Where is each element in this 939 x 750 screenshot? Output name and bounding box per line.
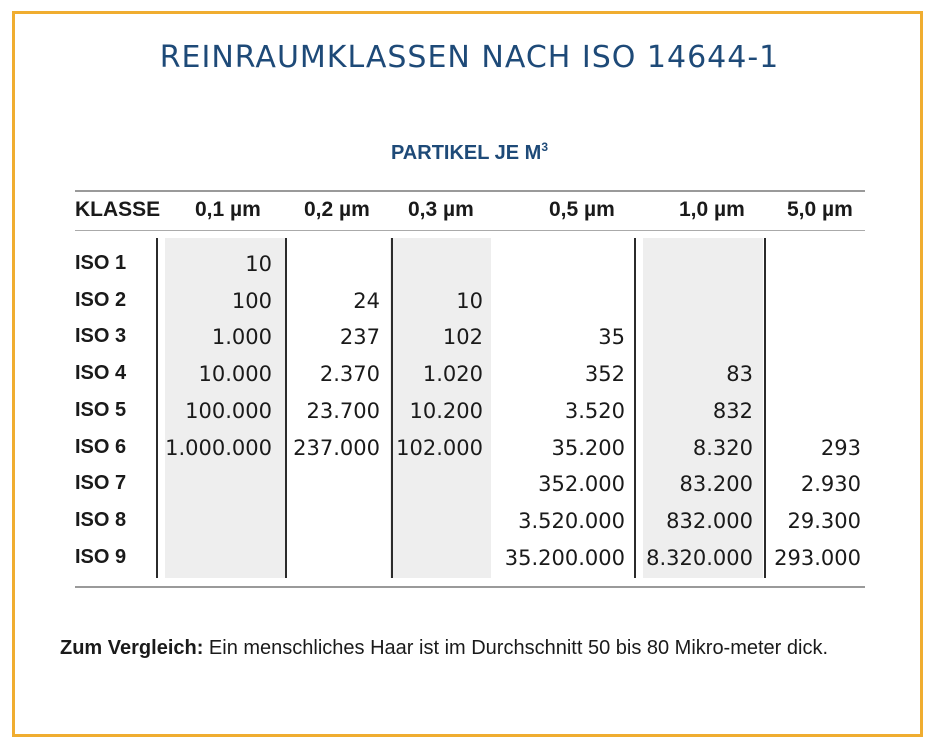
- row-label: ISO 1: [75, 252, 127, 274]
- row-label: ISO 4: [75, 362, 127, 385]
- table-cell: 100.000: [185, 398, 272, 423]
- table-cell: 3.520: [564, 398, 625, 423]
- row-label: ISO 3: [75, 325, 127, 348]
- cleanroom-class-table: [75, 190, 865, 588]
- table-cell: 1.000.000: [165, 435, 272, 460]
- table-cell: 352.000: [538, 472, 625, 497]
- table-cell: 352: [584, 362, 625, 387]
- table-cell: 35: [598, 325, 625, 350]
- table-cell: 35.200: [551, 435, 625, 460]
- column-header: 0,5 µm: [549, 198, 615, 221]
- column-header: 5,0 µm: [787, 198, 853, 221]
- table-cell: 10: [456, 288, 483, 313]
- row-label: ISO 5: [75, 398, 127, 421]
- table-cell: 2.930: [800, 472, 861, 497]
- table-cell: 102: [442, 325, 483, 350]
- table-cell: 29.300: [787, 508, 861, 533]
- table-cell: 8.320.000: [646, 545, 753, 570]
- table-cell: 2.370: [319, 362, 380, 387]
- table-cell: 10.000: [198, 362, 272, 387]
- column-header: 0,1 µm: [195, 198, 261, 221]
- subtitle-text: PARTIKEL JE M: [390, 142, 542, 164]
- table-cell: 3.520.000: [518, 508, 625, 533]
- column-header: 0,3 µm: [408, 198, 474, 221]
- table-cell: 83: [726, 362, 753, 387]
- note-label: Zum Vergleich:: [60, 637, 204, 659]
- table-cell: 35.200.000: [504, 545, 625, 570]
- column-divider-3: [391, 238, 393, 578]
- table-cell: 293.000: [774, 545, 861, 570]
- table-cell: 237: [339, 325, 380, 350]
- subtitle-superscript: 3: [541, 140, 549, 154]
- table-cell: 10: [245, 252, 272, 276]
- header-rule: [75, 230, 865, 231]
- table-cell: 100: [231, 288, 272, 313]
- table-cell: 1.020: [422, 362, 483, 387]
- column-divider-4: [634, 238, 636, 578]
- table-cell: 24: [353, 288, 380, 313]
- column-divider-5: [764, 238, 766, 578]
- table-cell: 1.000: [211, 325, 272, 350]
- column-header: 1,0 µm: [679, 198, 745, 221]
- row-label: ISO 6: [75, 435, 127, 458]
- row-label: ISO 9: [75, 545, 127, 568]
- row-label: ISO 7: [75, 472, 127, 495]
- table-bottom-rule: [75, 586, 865, 588]
- table-cell: 23.700: [306, 398, 380, 423]
- column-header: 0,2 µm: [304, 198, 370, 221]
- table-subtitle: [0, 140, 939, 165]
- table-cell: 832: [712, 398, 753, 423]
- page-title: REINRAUMKLASSEN NACH ISO 14644-1: [159, 40, 780, 75]
- column-header-klasse: KLASSE: [75, 198, 161, 221]
- table-cell: 293: [820, 435, 861, 460]
- table-cell: 102.000: [396, 435, 483, 460]
- note-text: Ein menschliches Haar ist im Durchschnitt 50 bis 80 Mikro-meter dick.: [203, 637, 829, 659]
- table-top-rule: [75, 190, 865, 192]
- table-cell: 10.200: [409, 398, 483, 423]
- table-cell: 832.000: [666, 508, 753, 533]
- comparison-note: [60, 630, 880, 667]
- row-label: ISO 8: [75, 508, 127, 531]
- column-divider-1: [156, 238, 158, 578]
- column-divider-2: [285, 238, 287, 578]
- table-cell: 237.000: [293, 435, 380, 460]
- row-label: ISO 2: [75, 288, 127, 311]
- table-cell: 8.320: [692, 435, 753, 460]
- table-cell: 83.200: [679, 472, 753, 497]
